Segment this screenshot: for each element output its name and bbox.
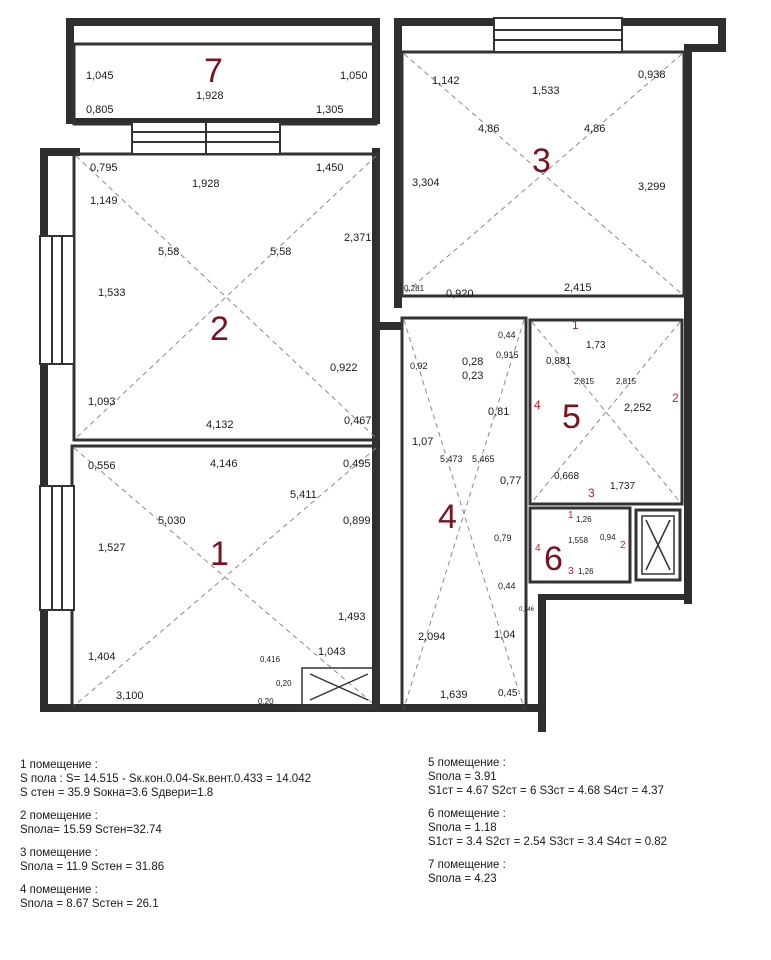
note-room-3	[20, 846, 311, 874]
dimension-label: 0,81	[488, 406, 510, 418]
note-line: S пола : S= 14.515 - Sк.кон.0.04-Sк.вент.0.433 = 14.042	[20, 773, 311, 785]
note-line: 2 помещение :	[20, 810, 98, 822]
dimension-label: 0,146	[519, 607, 535, 613]
note-line: 1 помещение :	[20, 759, 98, 771]
note-line: 6 помещение :	[428, 808, 506, 820]
note-room-6	[428, 807, 667, 849]
note-line: 3 помещение :	[20, 847, 98, 859]
dimension-label: 0,467	[344, 415, 372, 427]
dimension-label: 1,639	[440, 689, 468, 701]
dimension-label: 1,142	[432, 75, 460, 87]
dimension-label: 0,795	[90, 162, 118, 174]
dimension-label: 3,304	[412, 177, 440, 189]
dimension-label: 0,28	[462, 356, 484, 368]
dimension-label: 0,938	[638, 69, 666, 81]
dimension-label: 2,815	[574, 377, 595, 386]
dimension-label: 0,79	[494, 533, 512, 543]
wall-mark: 2	[672, 391, 679, 405]
wall-mark: 1	[568, 510, 574, 521]
note-room-7	[428, 858, 667, 886]
dimension-label: 1,928	[196, 90, 224, 102]
room-number-7: 7	[204, 52, 223, 90]
dimension-label: 0,20	[258, 697, 274, 706]
dimension-label: 3,100	[116, 690, 144, 702]
dimension-label: 1,043	[318, 646, 346, 658]
dimension-label: 0,556	[88, 460, 116, 472]
dimension-label: 1,533	[98, 287, 126, 299]
dimension-label: 4,146	[210, 458, 238, 470]
dimension-label: 2,252	[624, 402, 652, 414]
wall-mark: 4	[535, 543, 541, 554]
dimension-label: 1,305	[316, 104, 344, 116]
dimension-label: 0,281	[404, 284, 425, 293]
dimension-label: 0,92	[410, 361, 428, 371]
dimension-label: 1,493	[338, 611, 366, 623]
note-line: 7 помещение :	[428, 859, 506, 871]
dimension-label: 0,805	[86, 104, 114, 116]
dimension-label: 0,920	[446, 288, 474, 300]
dimension-label: 0,44	[498, 581, 516, 591]
dimension-label: 1,26	[578, 567, 594, 576]
wall-mark: 3	[568, 566, 574, 577]
note-line: Sпола = 1.18	[428, 822, 497, 834]
room-1-dimensions	[88, 458, 371, 706]
wall-mark: 2	[620, 540, 626, 551]
dimension-label: 0,23	[462, 370, 484, 382]
dimension-label: 1,533	[532, 85, 560, 97]
wall-mark: 4	[534, 398, 541, 412]
dimension-label: 5,58	[270, 246, 292, 258]
dimension-label: 1,737	[610, 481, 636, 492]
note-room-1	[20, 758, 311, 800]
note-line: S стен = 35.9 Sокна=3.6 Sдвери=1.8	[20, 787, 214, 799]
dimension-label: 0,915	[496, 350, 519, 360]
note-line: S1ст = 3.4 S2ст = 2.54 S3ст = 3.4 S4ст = 0.82	[428, 836, 668, 848]
dimension-label: 1,73	[586, 340, 606, 351]
dimension-label: 1,050	[340, 70, 368, 82]
note-line: Sпола = 8.67 Sстен = 26.1	[20, 898, 159, 910]
dimension-label: 5,030	[158, 515, 186, 527]
dimension-label: 1,527	[98, 542, 126, 554]
note-room-2	[20, 809, 311, 837]
room-2-dimensions	[88, 162, 372, 431]
dimension-label: 5,465	[472, 454, 495, 464]
dimension-label: 1,149	[90, 195, 118, 207]
room-4-dimensions	[410, 330, 535, 701]
note-line: 4 помещение :	[20, 884, 98, 896]
dimension-label: 2,094	[418, 631, 446, 643]
dimension-label: 3,299	[638, 181, 666, 193]
dimension-label: 5,411	[290, 489, 317, 501]
note-line: 5 помещение :	[428, 757, 506, 769]
dimension-label: 2,371	[344, 232, 372, 244]
dimension-label: 0,44	[498, 330, 516, 340]
dimension-label: 0,20	[276, 679, 292, 688]
note-line: Sпола = 4.23	[428, 873, 497, 885]
dimension-label: 0,881	[546, 356, 572, 367]
dimension-label: 0,94	[600, 533, 616, 542]
dimension-label: 1,450	[316, 162, 344, 174]
dimension-label: 1,045	[86, 70, 114, 82]
dimension-label: 0,45	[498, 688, 518, 699]
room-number-4: 4	[438, 498, 457, 536]
dimension-label: 0,922	[330, 362, 358, 374]
dimension-label: 5,58	[158, 246, 180, 258]
note-room-5	[428, 756, 667, 798]
dimension-label: 5,473	[440, 454, 463, 464]
dimension-label: 4,86	[584, 123, 606, 135]
dimension-label: 1,558	[568, 536, 589, 545]
wall-mark: 3	[588, 486, 595, 500]
room-number-6: 6	[544, 540, 563, 578]
room-3-dimensions	[404, 69, 666, 300]
dimension-label: 0,77	[500, 475, 522, 487]
dimension-label: 1,093	[88, 396, 116, 408]
dimension-label: 2,815	[616, 377, 637, 386]
room-5-dimensions	[534, 318, 679, 500]
room-7-dimensions	[86, 70, 368, 116]
dimension-label: 0,899	[343, 515, 371, 527]
dimension-label: 4,132	[206, 419, 234, 431]
note-room-4	[20, 883, 311, 911]
room-number-1: 1	[210, 535, 229, 573]
notes-left	[20, 758, 311, 920]
room-number-3: 3	[532, 142, 551, 180]
note-line: Sпола = 3.91	[428, 771, 497, 783]
dimension-label: 2,415	[564, 282, 592, 294]
dimension-label: 1,26	[576, 515, 592, 524]
dimension-label: 0,668	[554, 471, 580, 482]
note-line: Sпола = 11.9 Sстен = 31.86	[20, 861, 165, 873]
dimension-label: 1,928	[192, 178, 220, 190]
dimension-label: 1,07	[412, 436, 434, 448]
note-line: S1ст = 4.67 S2ст = 6 S3ст = 4.68 S4ст = 4.37	[428, 785, 664, 797]
room-number-5: 5	[562, 398, 581, 436]
dimension-label: 1,04	[494, 629, 516, 641]
note-line: Sпола= 15.59 Sстен=32.74	[20, 824, 162, 836]
notes-right	[428, 756, 667, 895]
dimension-label: 0,495	[343, 458, 371, 470]
dimension-label: 1,404	[88, 651, 116, 663]
room-number-2: 2	[210, 310, 229, 348]
dimension-label: 4,86	[478, 123, 500, 135]
dimension-label: 0,416	[260, 655, 281, 664]
wall-mark: 1	[572, 318, 579, 332]
